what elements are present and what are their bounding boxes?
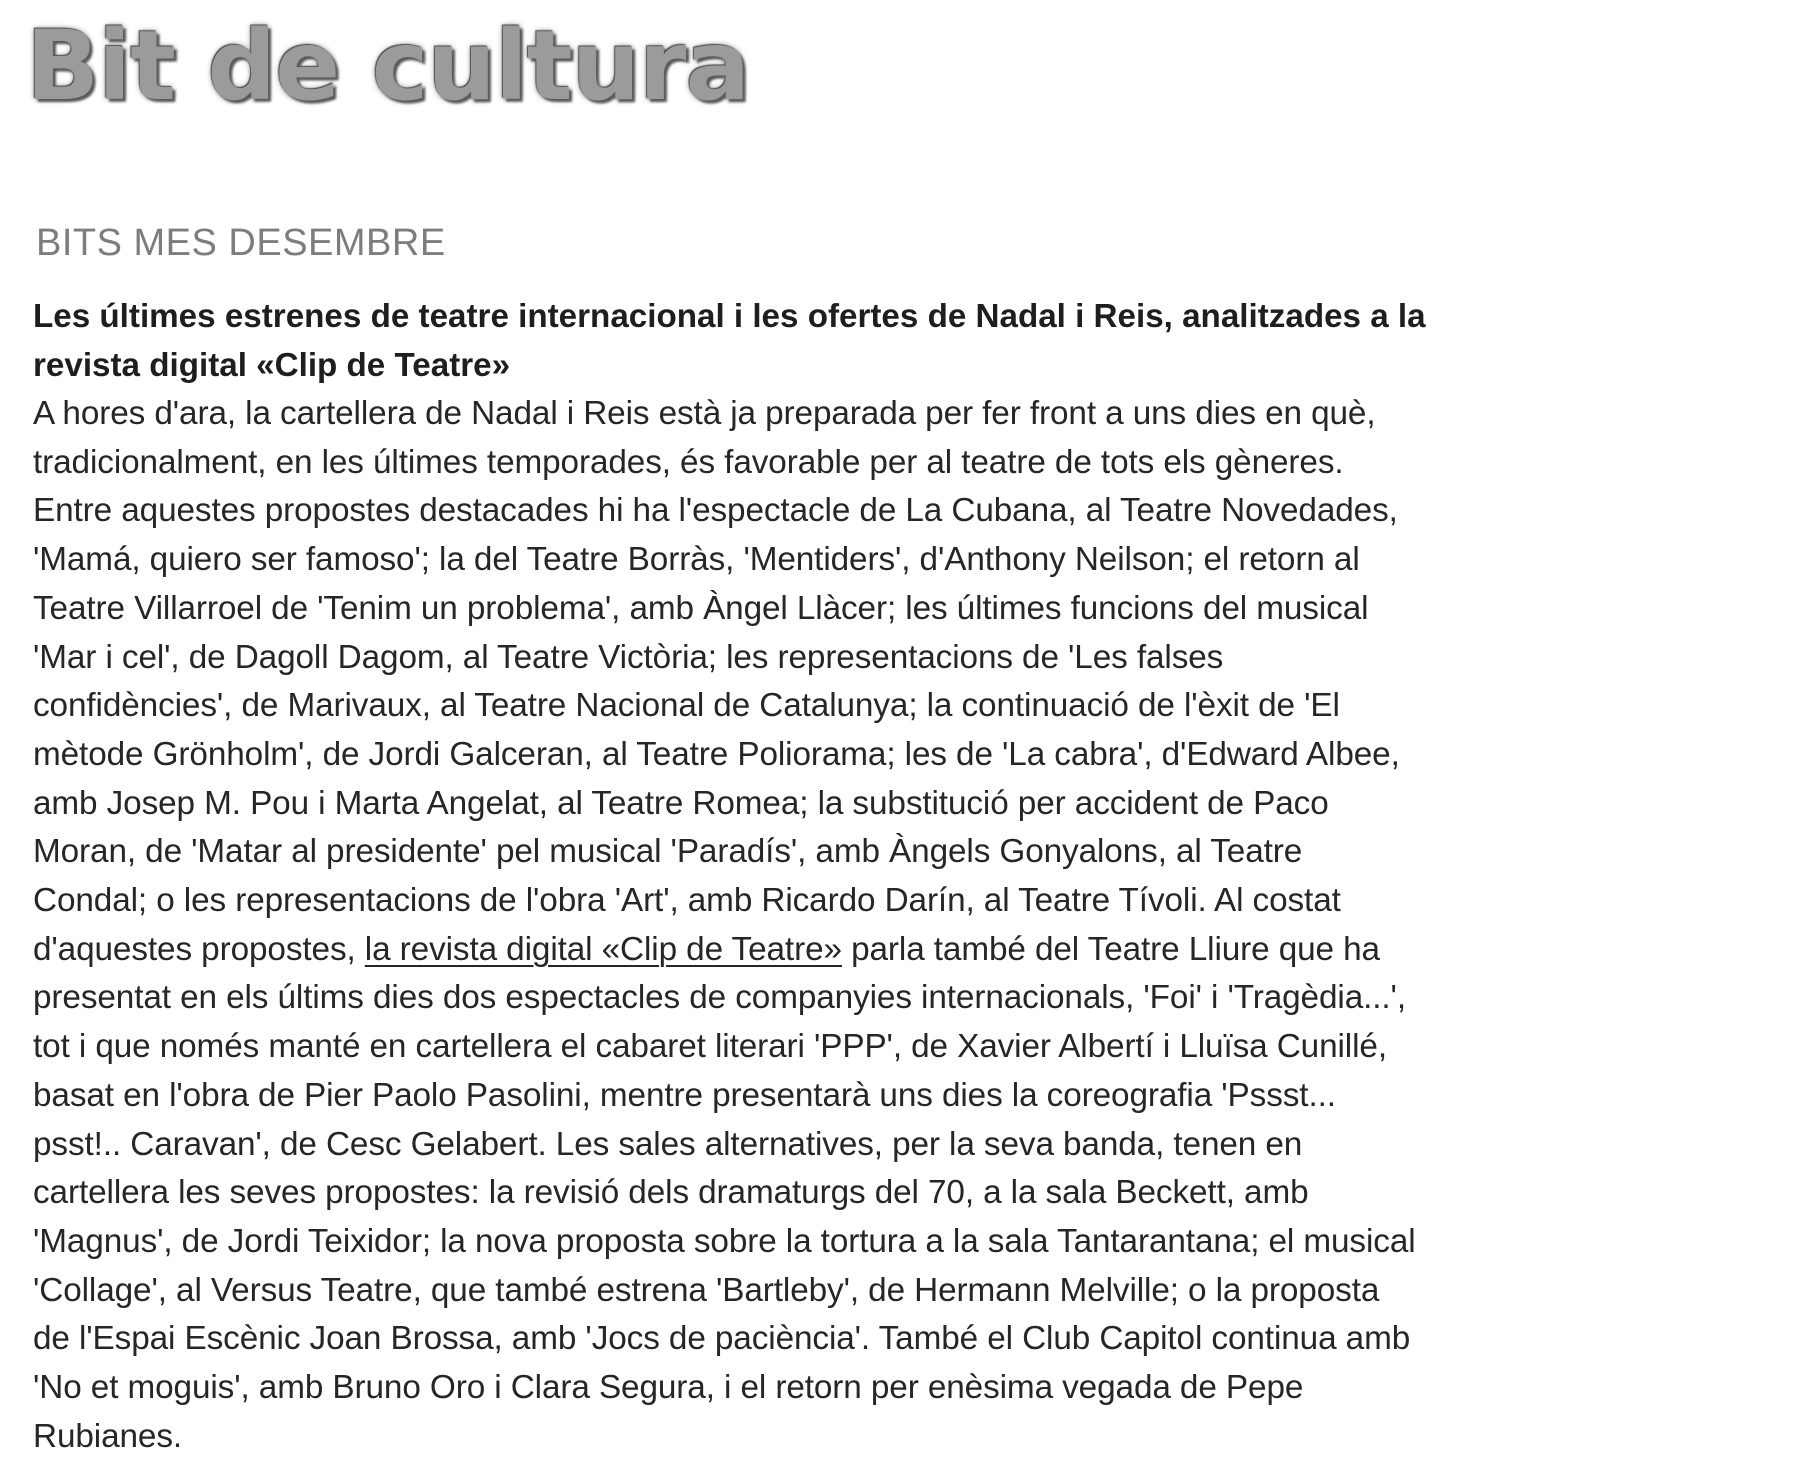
body-line: cartellera les seves propostes: la revisió dels dramaturgs del 70, a la sala Beckett, amb [33, 1174, 1309, 1212]
article-body [33, 390, 1798, 1461]
body-line: de l'Espai Escènic Joan Brossa, amb 'Jocs de paciència'. També el Club Capitol continua amb [33, 1320, 1411, 1358]
section-label: BITS MES DESEMBRE [36, 222, 446, 264]
body-line: Entre aquestes propostes destacades hi ha l'espectacle de La Cubana, al Teatre Novedades, [33, 492, 1398, 530]
masthead-title: Bit de cultura [26, 10, 750, 122]
headline-line: Les últimes estrenes de teatre internacional i les ofertes de Nadal i Reis, analitzades a la [33, 298, 1426, 335]
article-headline [33, 292, 1798, 390]
body-line: tradicionalment, en les últimes temporades, és favorable per al teatre de tots els gèneres. [33, 443, 1344, 481]
clip-de-teatre-link[interactable]: la revista digital «Clip de Teatre» [364, 930, 842, 968]
body-line: Moran, de 'Matar al presidente' pel musical 'Paradís', amb Àngels Gonyalons, al Teatre [33, 833, 1303, 871]
body-line: Teatre Villarroel de 'Tenim un problema', amb Àngel Llàcer; les últimes funcions del musical [33, 589, 1369, 627]
body-line: Rubianes. [33, 1417, 183, 1455]
body-line: basat en l'obra de Pier Paolo Pasolini, mentre presentarà uns dies la coreografia 'Pssst... [33, 1076, 1336, 1114]
body-line: tot i que només manté en cartellera el cabaret literari 'PPP', de Xavier Albertí i Lluïsa Cunillé, [33, 1028, 1387, 1066]
body-line: 'Mamá, quiero ser famoso'; la del Teatre Borràs, 'Mentiders', d'Anthony Neilson; el retorn al [33, 541, 1360, 579]
link-line-after: parla també del Teatre Lliure que ha [841, 930, 1380, 968]
body-line: Condal; o les representacions de l'obra 'Art', amb Ricardo Darín, al Teatre Tívoli. Al costat [33, 882, 1341, 920]
body-line: 'Magnus', de Jordi Teixidor; la nova proposta sobre la tortura a la sala Tantarantana; el musical [33, 1222, 1416, 1260]
headline-line: revista digital «Clip de Teatre» [33, 347, 511, 384]
body-line: mètode Grönholm', de Jordi Galceran, al Teatre Poliorama; les de 'La cabra', d'Edward Albee, [33, 735, 1400, 773]
body-line: amb Josep M. Pou i Marta Angelat, al Teatre Romea; la substitució per accident de Paco [33, 784, 1329, 822]
body-line: A hores d'ara, la cartellera de Nadal i Reis està ja preparada per fer front a uns dies en què, [33, 395, 1376, 432]
article [33, 292, 1798, 1461]
body-line: psst!.. Caravan', de Cesc Gelabert. Les sales alternatives, per la seva banda, tenen en [33, 1125, 1303, 1163]
body-line-with-link [33, 926, 1798, 975]
body-line: 'No et moguis', amb Bruno Oro i Clara Segura, i el retorn per enèsima vegada de Pepe [33, 1369, 1304, 1407]
body-line: confidències', de Marivaux, al Teatre Nacional de Catalunya; la continuació de l'èxit de 'El [33, 687, 1340, 725]
body-line: 'Mar i cel', de Dagoll Dagom, al Teatre Victòria; les representacions de 'Les falses [33, 638, 1224, 676]
link-line-before: d'aquestes propostes, [33, 930, 365, 968]
body-line: 'Collage', al Versus Teatre, que també estrena 'Bartleby', de Hermann Melville; o la proposta [33, 1271, 1380, 1309]
body-line: presentat en els últims dies dos espectacles de companyies internacionals, 'Foi' i 'Tragèdia...', [33, 979, 1406, 1017]
